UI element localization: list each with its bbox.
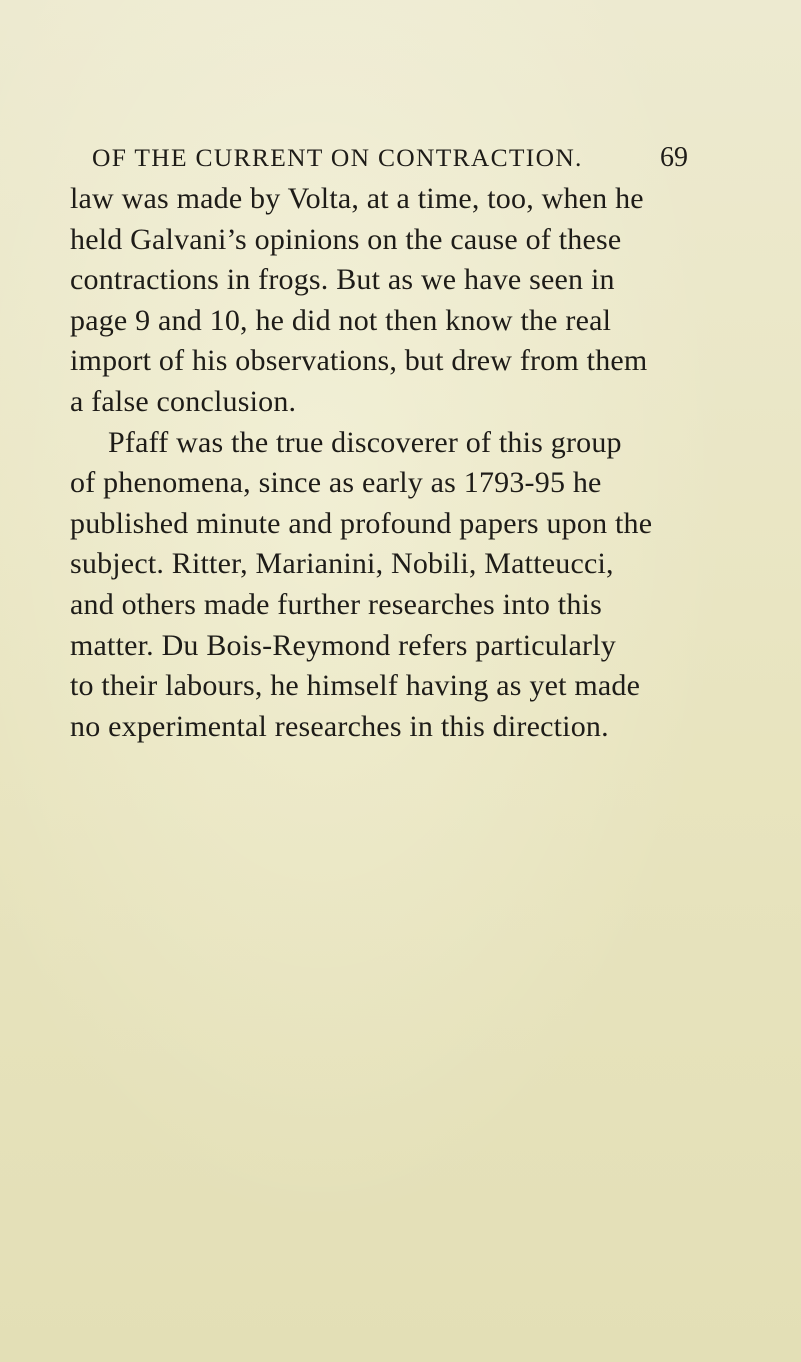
text-line: page 9 and 10, he did not then know the real — [70, 303, 612, 337]
text-line: a false conclusion. — [70, 384, 297, 418]
text-line: subject. Ritter, Marianini, Nobili, Matteucci, — [70, 547, 614, 581]
text-line: Pfaff was the true discoverer of this group — [108, 425, 622, 459]
running-title: OF THE CURRENT ON CONTRACTION. — [92, 143, 583, 172]
text-line: matter. Du Bois-Reymond refers particularly — [70, 628, 616, 662]
text-line: and others made further researches into this — [70, 587, 602, 621]
body-text — [70, 179, 695, 747]
text-line: no experimental researches in this direction. — [70, 709, 609, 743]
running-head — [92, 143, 688, 173]
text-line: contractions in frogs. But as we have seen in — [70, 263, 615, 297]
text-line: published minute and profound papers upon the — [70, 506, 653, 540]
text-line: of phenomena, since as early as 1793-95 he — [70, 466, 602, 500]
text-line: import of his observations, but drew from them — [70, 344, 648, 378]
page-number: 69 — [660, 142, 688, 173]
text-line: held Galvani’s opinions on the cause of these — [70, 222, 622, 256]
text-line: law was made by Volta, at a time, too, when he — [70, 182, 644, 215]
text-line: to their labours, he himself having as yet made — [70, 669, 641, 703]
